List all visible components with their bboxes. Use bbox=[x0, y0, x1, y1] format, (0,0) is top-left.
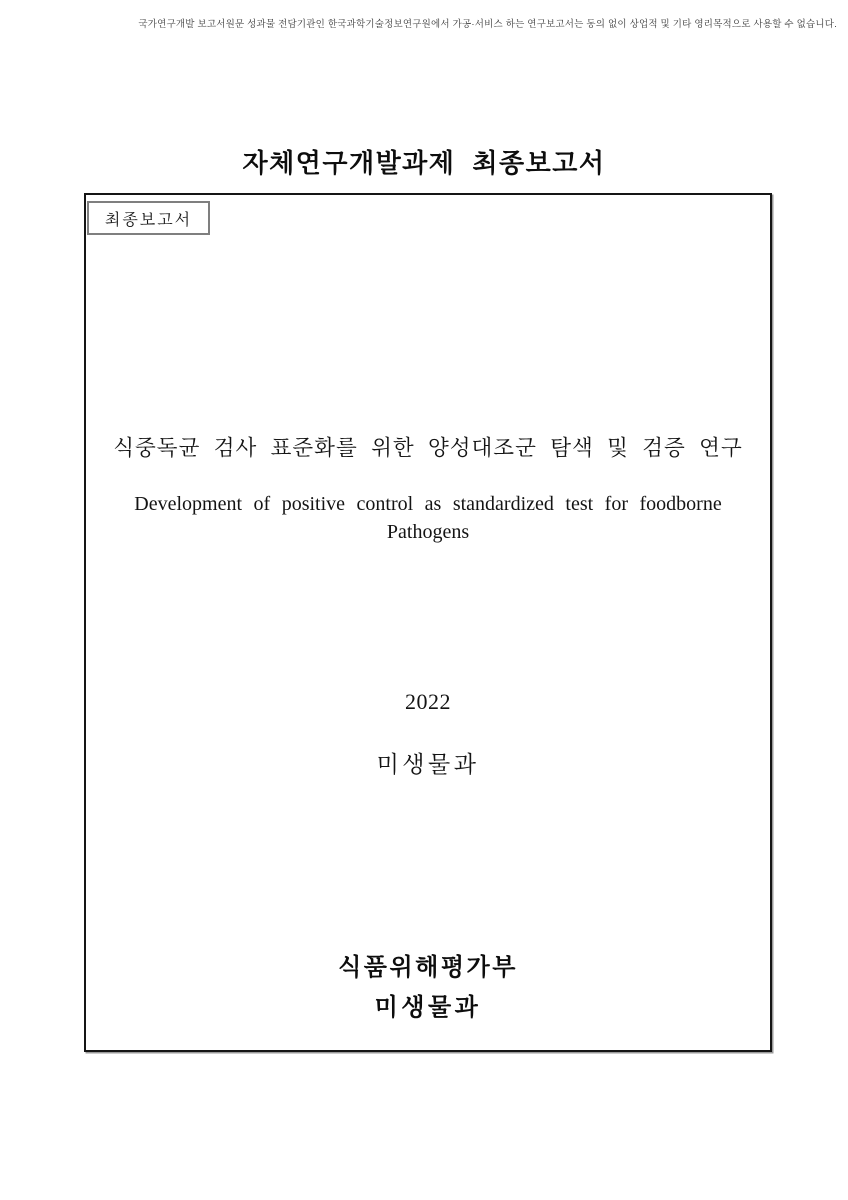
report-type-badge: 최종보고서 bbox=[87, 201, 210, 235]
report-frame bbox=[84, 193, 772, 1052]
report-title-english bbox=[86, 490, 770, 546]
department-name: 미생물과 bbox=[376, 752, 480, 777]
organization-block bbox=[86, 948, 770, 1028]
report-title-korean: 식중독균 검사 표준화를 위한 양성대조군 탐색 및 검증 연구 bbox=[113, 436, 743, 460]
copyright-disclaimer: 국가연구개발 보고서원문 성과물 전담기관인 한국과학기술정보연구원에서 가공·서비스 하는 연구보고서는 동의 없이 상업적 및 기타 영리목적으로 사용할 수 없습니다. bbox=[138, 19, 837, 30]
page-title: 자체연구개발과제 최종보고서 bbox=[242, 149, 606, 178]
org-department-name: 미생물과 bbox=[374, 995, 482, 1021]
report-year: 2022 bbox=[405, 689, 451, 714]
report-title-english-line1: Development of positive control as standardized test for foodborne bbox=[134, 493, 722, 515]
division-name: 식품위해평가부 bbox=[338, 955, 518, 981]
report-title-english-line2: Pathogens bbox=[386, 521, 470, 543]
